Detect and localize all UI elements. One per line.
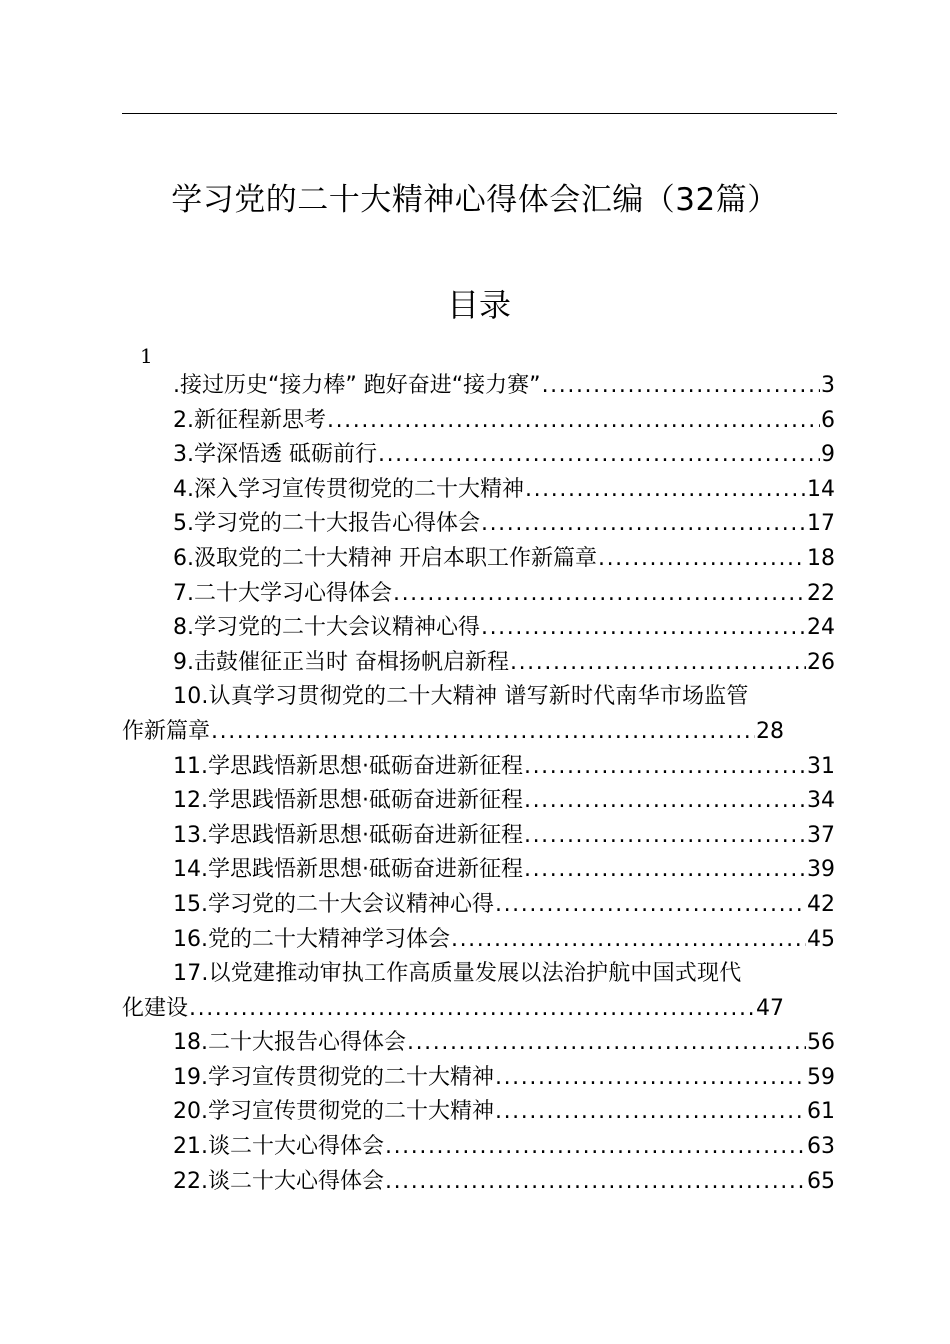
toc-dot-leader bbox=[385, 1165, 806, 1200]
document-title: 学习党的二十大精神心得体会汇编（32篇） bbox=[171, 182, 779, 218]
toc-dot-leader bbox=[524, 750, 806, 785]
toc-page-number: 63 bbox=[807, 1134, 835, 1160]
toc-entry-title: 8.学习党的二十大会议精神心得 bbox=[173, 615, 480, 641]
toc-entry-title: 15.学习党的二十大会议精神心得 bbox=[173, 891, 494, 917]
toc-entry-title: 12.学思践悟新思想·砥砺奋进新征程 bbox=[173, 788, 523, 814]
toc-entry[interactable] bbox=[122, 853, 835, 888]
toc-entry-title: 化建设 bbox=[122, 995, 189, 1021]
toc-entry[interactable] bbox=[122, 923, 835, 958]
toc-heading: 目录 bbox=[446, 286, 511, 324]
toc-page-number: 42 bbox=[807, 891, 835, 917]
toc-entry[interactable] bbox=[122, 1095, 835, 1130]
toc-entry[interactable] bbox=[122, 438, 835, 473]
toc-entry-title: .接过历史“接力棒” 跑好奋进“接力赛” bbox=[173, 373, 541, 398]
toc-dot-leader bbox=[327, 404, 820, 439]
toc-page-number: 28 bbox=[756, 718, 784, 744]
toc-page-number: 26 bbox=[807, 649, 835, 675]
toc-dot-leader bbox=[510, 646, 806, 681]
toc-entry-title: 3.学深悟透 砥砺前行 bbox=[173, 442, 377, 468]
toc-entry-title: 21.谈二十大心得体会 bbox=[173, 1134, 384, 1160]
toc-dot-leader bbox=[524, 853, 806, 888]
toc-entry-title: 13.学思践悟新思想·砥砺奋进新征程 bbox=[173, 822, 523, 848]
toc-dot-leader bbox=[495, 1061, 806, 1096]
table-of-contents bbox=[122, 369, 852, 1199]
toc-page-number: 59 bbox=[807, 1064, 835, 1090]
toc-page-number: 22 bbox=[807, 580, 835, 606]
toc-dot-leader bbox=[211, 715, 755, 750]
toc-entry[interactable] bbox=[122, 784, 835, 819]
toc-page-number: 61 bbox=[807, 1099, 835, 1125]
toc-entry[interactable] bbox=[122, 369, 835, 404]
toc-entry-title: 14.学思践悟新思想·砥砺奋进新征程 bbox=[173, 857, 523, 883]
toc-entry[interactable] bbox=[122, 507, 835, 542]
toc-entry[interactable] bbox=[122, 992, 784, 1027]
toc-dot-leader bbox=[542, 369, 820, 404]
toc-entry-title: 20.学习宣传贯彻党的二十大精神 bbox=[173, 1099, 494, 1125]
toc-entry-title: 6.汲取党的二十大精神 开启本职工作新篇章 bbox=[173, 545, 597, 571]
toc-page-number: 17 bbox=[807, 511, 835, 537]
toc-dot-leader bbox=[378, 438, 820, 473]
toc-entry-title: 7.二十大学习心得体会 bbox=[173, 580, 392, 606]
toc-dot-leader bbox=[393, 577, 806, 612]
toc-page-number: 14 bbox=[807, 476, 835, 502]
toc-dot-leader bbox=[481, 611, 806, 646]
toc-entry-title: 5.学习党的二十大报告心得体会 bbox=[173, 511, 480, 537]
toc-entry-title: 16.党的二十大精神学习体会 bbox=[173, 926, 450, 952]
toc-entry[interactable] bbox=[122, 888, 835, 923]
toc-entry[interactable] bbox=[122, 1026, 835, 1061]
toc-page-number: 39 bbox=[807, 857, 835, 883]
toc-stray-number: 1 bbox=[140, 344, 153, 368]
toc-page-number: 47 bbox=[756, 995, 784, 1021]
toc-entry-title: 19.学习宣传贯彻党的二十大精神 bbox=[173, 1064, 494, 1090]
toc-entry[interactable] bbox=[122, 611, 835, 646]
toc-entry[interactable] bbox=[122, 819, 835, 854]
toc-page-number: 3 bbox=[821, 373, 835, 398]
toc-page-number: 45 bbox=[807, 926, 835, 952]
toc-entry-title: 9.击鼓催征正当时 奋楫扬帆启新程 bbox=[173, 649, 509, 675]
toc-page-number: 65 bbox=[807, 1168, 835, 1194]
toc-dot-leader bbox=[385, 1130, 806, 1165]
toc-entry-title: 4.深入学习宣传贯彻党的二十大精神 bbox=[173, 476, 524, 502]
toc-dot-leader bbox=[495, 1095, 806, 1130]
toc-dot-leader bbox=[598, 542, 806, 577]
toc-entry[interactable] bbox=[122, 1130, 835, 1165]
toc-page-number: 34 bbox=[807, 788, 835, 814]
toc-dot-leader bbox=[481, 507, 806, 542]
toc-entry[interactable] bbox=[122, 1165, 835, 1200]
toc-entry-title: 18.二十大报告心得体会 bbox=[173, 1030, 406, 1056]
toc-page-number: 31 bbox=[807, 753, 835, 779]
toc-entry[interactable] bbox=[122, 542, 835, 577]
toc-entry-title: 22.谈二十大心得体会 bbox=[173, 1168, 384, 1194]
toc-entry-title: 2.新征程新思考 bbox=[173, 407, 326, 433]
toc-entry[interactable] bbox=[122, 1061, 835, 1096]
toc-dot-leader bbox=[407, 1026, 806, 1061]
toc-entry[interactable] bbox=[122, 577, 835, 612]
header-rule bbox=[122, 113, 837, 114]
toc-dot-leader bbox=[524, 784, 806, 819]
toc-dot-leader bbox=[189, 992, 755, 1027]
toc-dot-leader bbox=[524, 819, 806, 854]
toc-dot-leader bbox=[451, 923, 806, 958]
toc-page-number: 18 bbox=[807, 545, 835, 571]
toc-page-number: 9 bbox=[821, 442, 835, 468]
toc-entry-first-line[interactable]: 10.认真学习贯彻党的二十大精神 谱写新时代南华市场监管 bbox=[173, 684, 749, 710]
toc-entry[interactable] bbox=[122, 404, 835, 439]
toc-entry[interactable] bbox=[122, 473, 835, 508]
toc-dot-leader bbox=[495, 888, 806, 923]
toc-entry-first-line[interactable]: 17.以党建推动审执工作高质量发展以法治护航中国式现代 bbox=[173, 961, 742, 987]
toc-entry-title: 11.学思践悟新思想·砥砺奋进新征程 bbox=[173, 753, 523, 779]
toc-entry[interactable] bbox=[122, 646, 835, 681]
toc-entry[interactable] bbox=[122, 750, 835, 785]
toc-page-number: 24 bbox=[807, 615, 835, 641]
toc-page-number: 6 bbox=[821, 407, 835, 433]
toc-entry-title: 作新篇章 bbox=[122, 718, 211, 744]
toc-entry[interactable] bbox=[122, 715, 784, 750]
toc-page-number: 56 bbox=[807, 1030, 835, 1056]
toc-dot-leader bbox=[525, 473, 806, 508]
toc-page-number: 37 bbox=[807, 822, 835, 848]
